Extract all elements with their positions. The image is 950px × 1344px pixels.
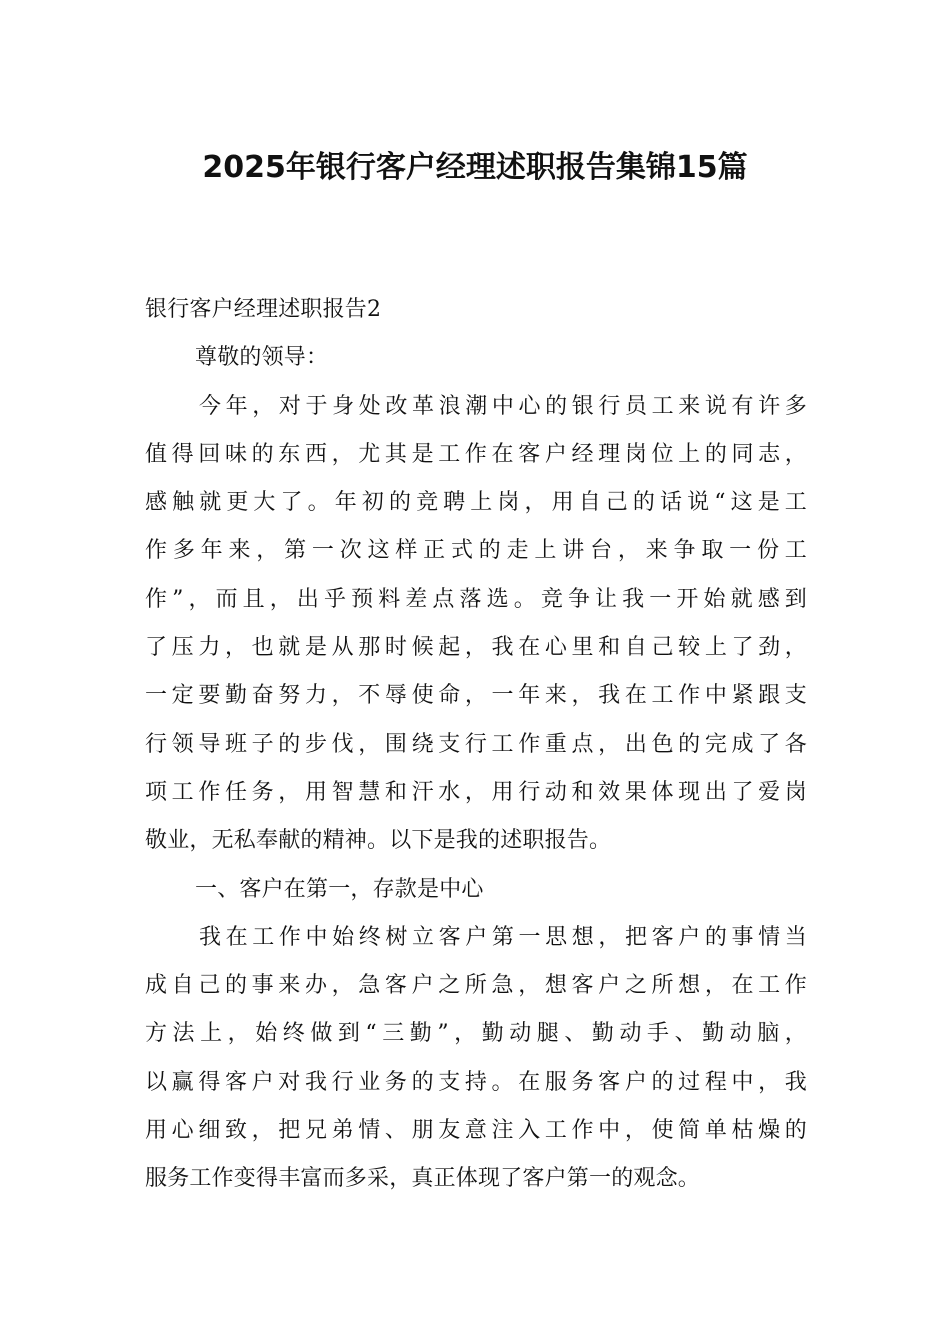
document-title: 2025年银行客户经理述职报告集锦15篇 (202, 150, 748, 185)
salutation: 尊敬的领导： (195, 345, 329, 371)
paragraph2-line: 成自己的事来办，急客户之所急，想客户之所想，在工作 (145, 973, 807, 999)
paragraph1-line: 感触就更大了。年初的竞聘上岗，用自己的话说“这是工 (145, 490, 807, 516)
report-subtitle: 银行客户经理述职报告2 (145, 297, 382, 322)
paragraph1-line: 作多年来，第一次这样正式的走上讲台，来争取一份工 (145, 538, 807, 564)
paragraph1-line: 行领导班子的步伐，围绕支行工作重点，出色的完成了各 (145, 731, 807, 757)
paragraph2-line: 我在工作中始终树立客户第一思想，把客户的事情当 (199, 924, 807, 950)
paragraph1-line: 今年，对于身处改革浪潮中心的银行员工来说有许多 (199, 393, 807, 419)
paragraph2-line: 以赢得客户对我行业务的支持。在服务客户的过程中，我 (145, 1069, 807, 1095)
paragraph1-line: 敬业，无私奉献的精神。以下是我的述职报告。 (145, 828, 612, 854)
paragraph2-line: 服务工作变得丰富而多采，真正体现了客户第一的观念。 (145, 1166, 701, 1192)
paragraph2-line: 用心细致，把兄弟情、朋友意注入工作中，使简单枯燥的 (145, 1118, 807, 1144)
document-body (145, 286, 807, 1204)
paragraph1-line: 项工作任务，用智慧和汗水，用行动和效果体现出了爱岗 (145, 779, 807, 805)
section1-heading: 一、客户在第一，存款是中心 (195, 876, 484, 902)
paragraph1-line: 一定要勤奋努力，不辱使命，一年来，我在工作中紧跟支 (145, 683, 807, 709)
paragraph1-line: 值得回味的东西，尤其是工作在客户经理岗位上的同志， (145, 441, 807, 467)
paragraph1-line: 了压力，也就是从那时候起，我在心里和自己较上了劲， (145, 635, 807, 661)
paragraph1-line: 作”，而且，出乎预料差点落选。竞争让我一开始就感到 (145, 586, 807, 612)
paragraph2-line: 方法上，始终做到“三勤”，勤动腿、勤动手、勤动脑， (145, 1021, 807, 1047)
